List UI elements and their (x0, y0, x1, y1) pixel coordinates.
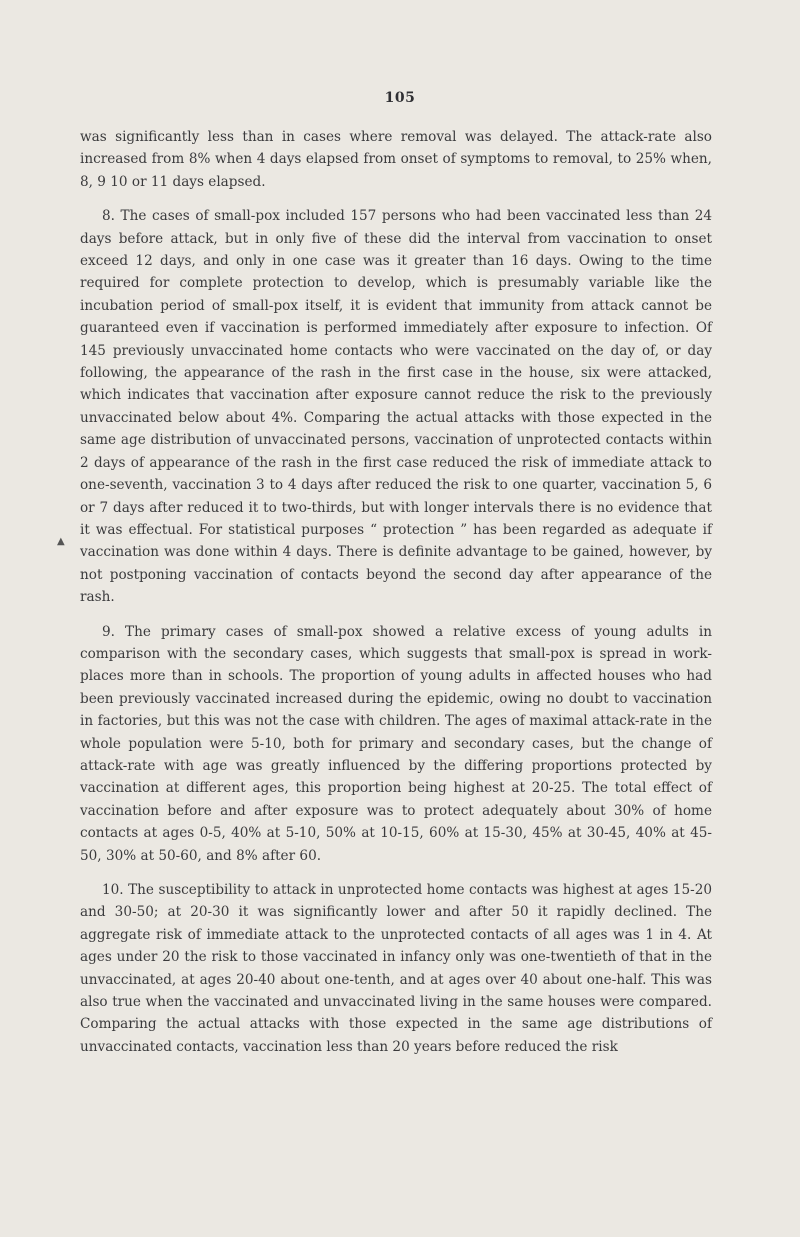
paragraph-10: 10. The susceptibility to attack in unprotected home contacts was highest at ages 15-20 and 30-50; at 20-30 it was significantly lower and after 50 it rapidly declined. The aggregate risk of immediate attack to the unprotected contacts of all ages was 1 in 4. At ages under 20 the risk to those vaccinated in infancy only was one-twentieth of that in the unvaccinated, at ages 20-40 about one-tenth, and at ages over 40 about one-half. This was also true when the vaccinated and unvaccinated living in the same houses were compared. Comparing the actual attacks with those expected in the same age distributions of unvaccinated contacts, vaccination less than 20 years before reduced the risk (80, 882, 712, 1055)
paragraph-8: 8. The cases of small-pox included 157 persons who had been vaccinated less than 24 days before attack, but in only five of these did the interval from vaccination to onset exceed 12 days, and only in one case was it greater than 16 days. Owing to the time required for complete protection to develop, which is presumably variable like the incubation period of small-pox itself, it is evident that immunity from attack cannot be guaranteed even if vaccination is performed immediately after exposure to infection. Of 145 previously unvaccinated home contacts who were vaccinated on the day of, or day following, the appearance of the rash in the first case in the house, six were attacked, which indicates that vaccination after exposure cannot reduce the risk to the previously unvaccinated below about 4%. Comparing the actual attacks with those expected in the same age distribution of unvaccinated persons, vaccination of unprotected contacts within 2 days of appearance of the rash in the first case reduced the risk of immediate attack to one-seventh, vaccination 3 to 4 days after reduced the risk to one quarter, vaccination 5, 6 or 7 days after reduced it to two-thirds, but with longer intervals there is no evidence that it was effectual. For statistical purposes “ protection ” has been regarded as adequate if vaccination was done within 4 days. There is definite advantage to be gained, however, by not postponing vaccination of contacts beyond the second day after appearance of the rash. (80, 208, 712, 606)
paragraph-continuation: was significantly less than in cases where removal was delayed. The attack-rate also increased from 8% when 4 days elapsed from onset of symptoms to removal, to 25% when, 8, 9 10 or 11 days elapsed. (80, 129, 712, 190)
body-text (80, 126, 712, 1070)
paragraph-9: 9. The primary cases of small-pox showed a relative excess of young adults in comparison with the secondary cases, which suggests that small-pox is spread in work-places more than in schools. The proportion of young adults in affected houses who had been previously vaccinated increased during the epidemic, owing no doubt to vaccination in factories, but this was not the case with children. The ages of maximal attack-rate in the whole population were 5-10, both for primary and secondary cases, but the change of attack-rate with age was greatly influenced by the differing proportions protected by vaccination at different ages, this proportion being highest at 20-25. The total effect of vaccination before and after exposure was to protect adequately about 30% of home contacts at ages 0-5, 40% at 5-10, 50% at 10-15, 60% at 15-30, 45% at 30-45, 40% at 45-50, 30% at 50-60, and 8% after 60. (80, 623, 712, 864)
margin-mark-icon: ▲ (57, 536, 65, 547)
page-number: 105 (384, 90, 416, 106)
